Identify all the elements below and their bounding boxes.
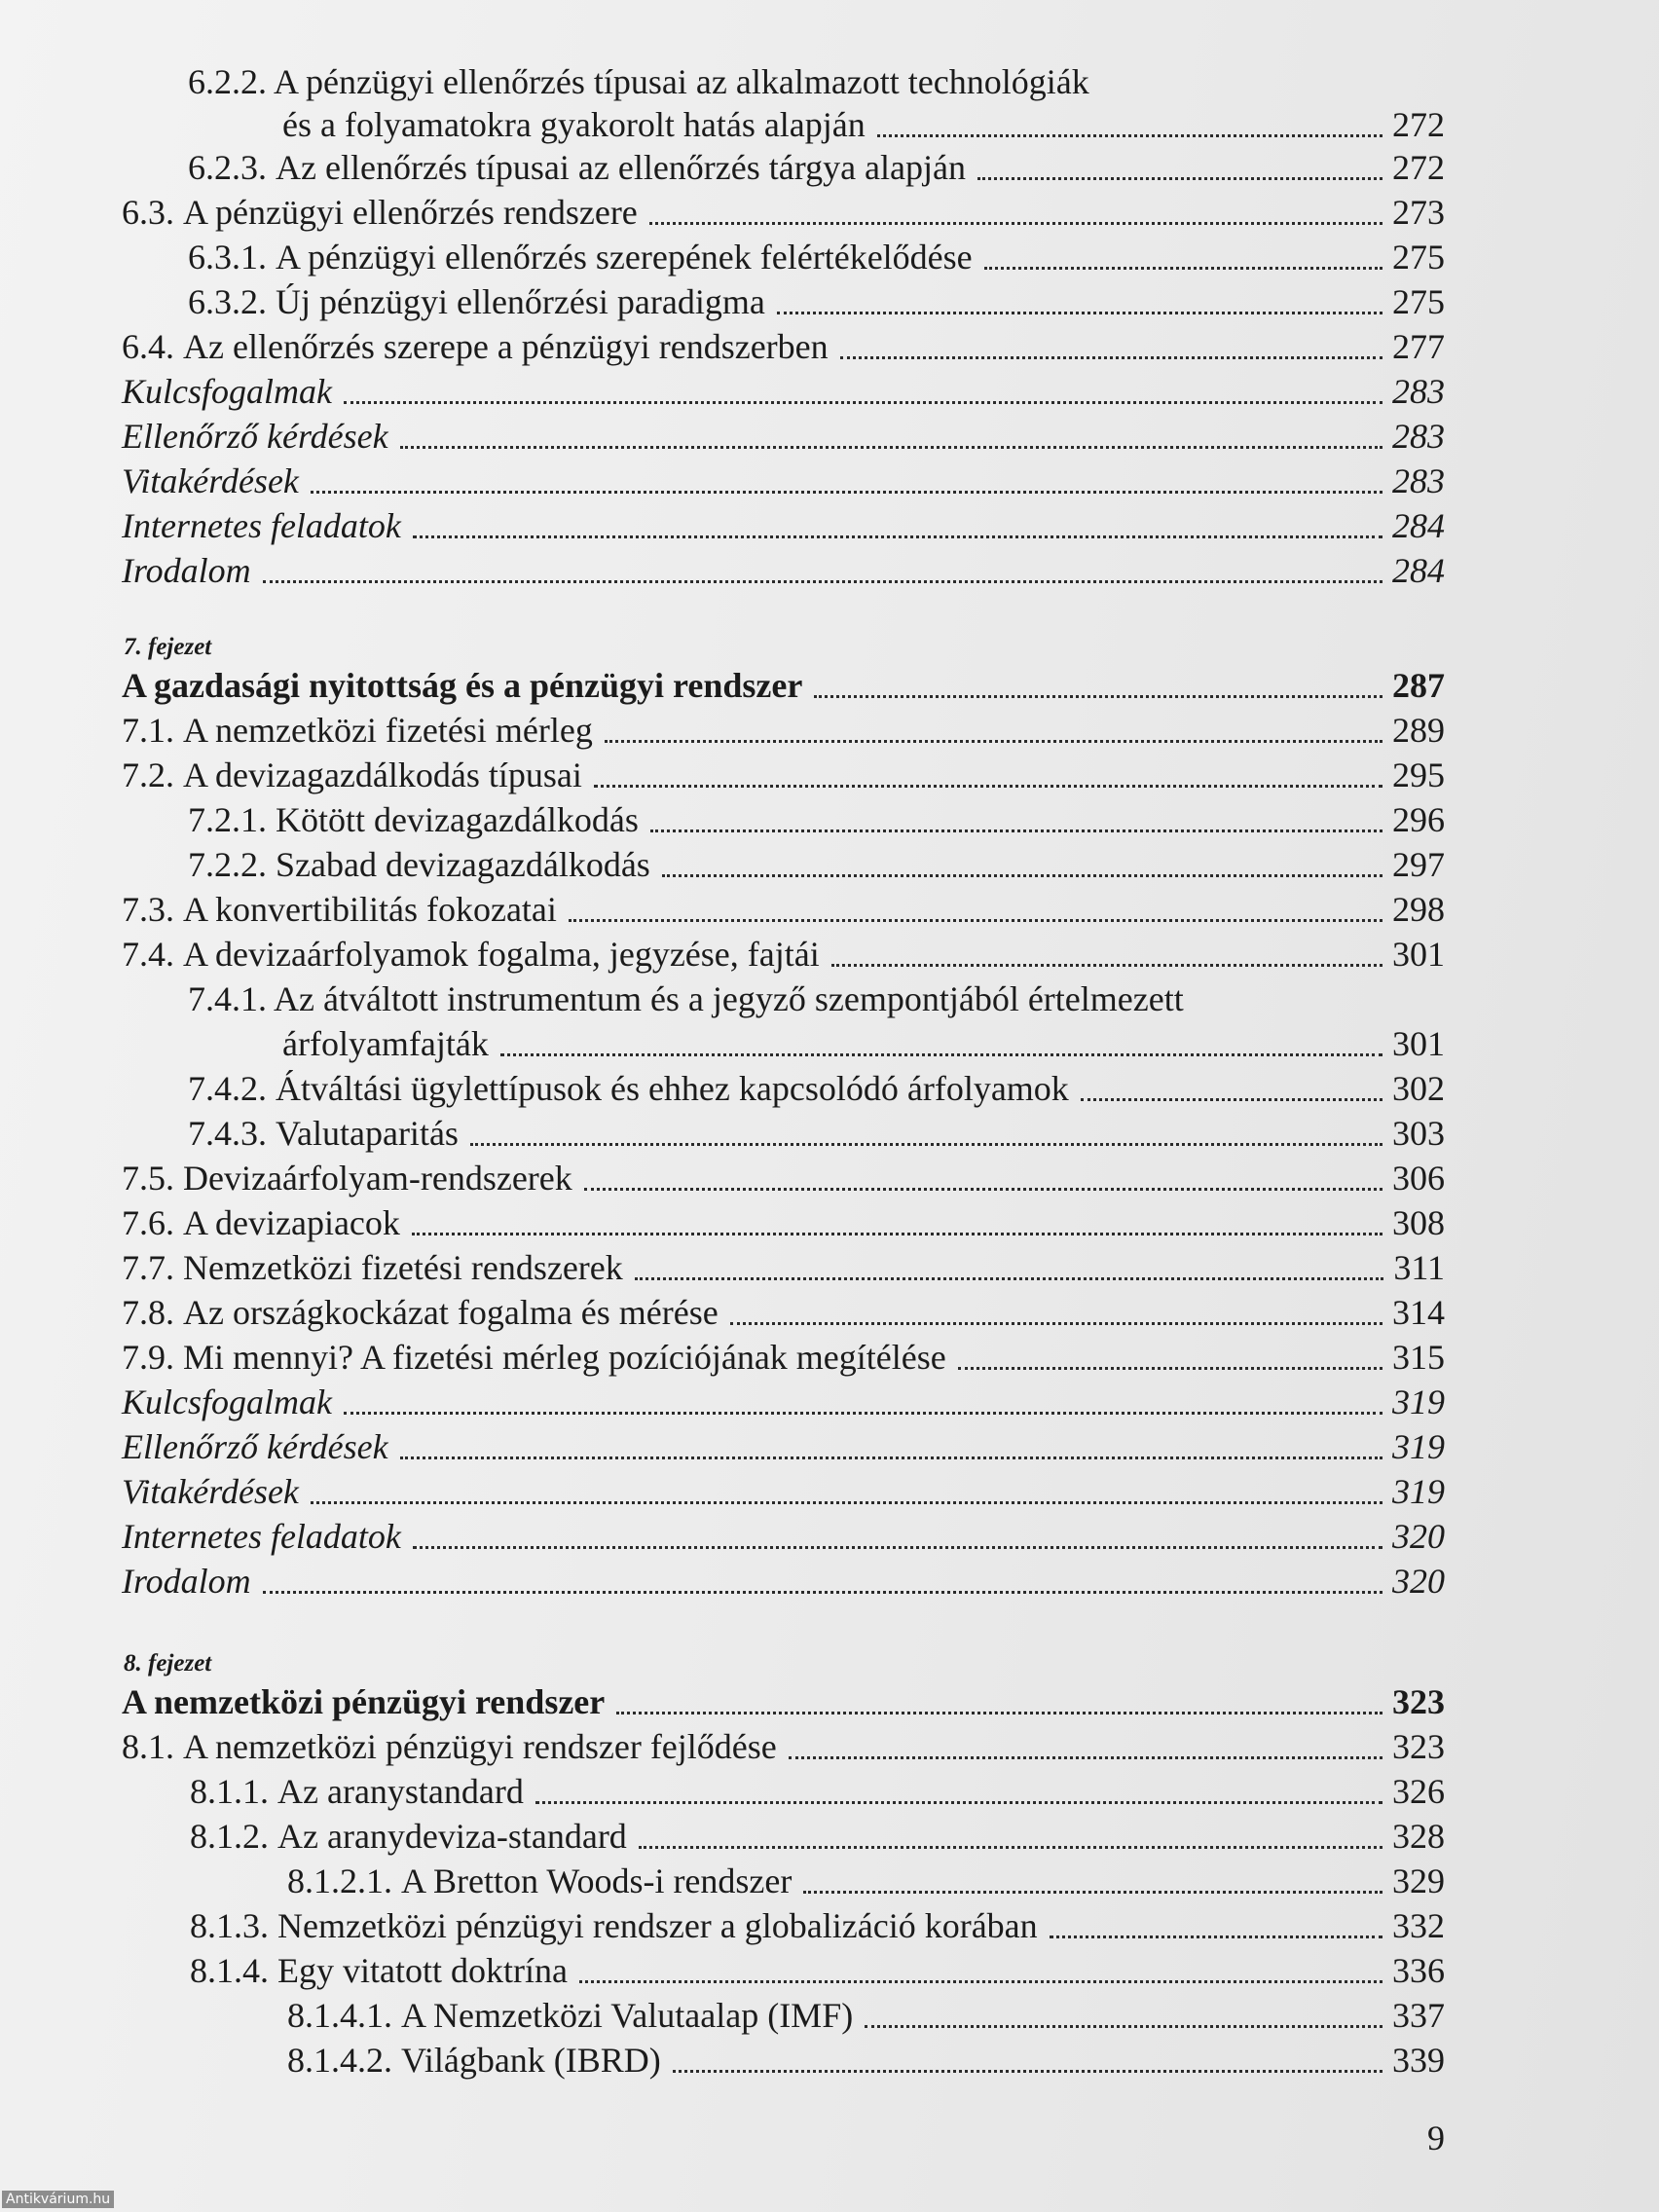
toc-entry-7-9 (122, 1336, 1445, 1379)
toc-entry-page: 339 (1392, 2041, 1445, 2080)
dot-leader (311, 1501, 1382, 1504)
toc-entry-page: 297 (1392, 845, 1445, 884)
toc-entry-number: 7.2.2. (188, 845, 267, 884)
dot-leader (535, 1801, 1382, 1804)
dot-leader (344, 401, 1382, 404)
toc-entry-page: 323 (1392, 1682, 1445, 1721)
dot-leader (814, 695, 1382, 698)
dot-leader (413, 1546, 1382, 1549)
toc-entry-8-1-1 (190, 1770, 1445, 1813)
toc-entry-title: Vitakérdések (122, 461, 299, 500)
toc-entry-page: 306 (1392, 1159, 1445, 1198)
toc-entry-page: 295 (1392, 756, 1445, 794)
toc-entry-page: 275 (1392, 282, 1445, 321)
dot-leader (635, 1277, 1384, 1280)
toc-entry-number: 6.3. (122, 193, 174, 232)
dot-leader (569, 919, 1382, 922)
toc-entry-ellenorzo-kerdesek (122, 415, 1445, 458)
toc-entry-number: 7.8. (122, 1293, 174, 1332)
toc-entry-page: 275 (1392, 238, 1445, 276)
toc-entry-page: 272 (1392, 105, 1445, 144)
toc-entry-title: Új pénzügyi ellenőrzési paradigma (276, 282, 765, 321)
toc-entry-8-1-3 (190, 1904, 1445, 1947)
toc-entry-6-3-1 (188, 236, 1445, 278)
toc-entry-number: 7.9. (122, 1338, 174, 1377)
toc-entry-number: 7.2.1. (188, 800, 267, 839)
toc-entry-page: 329 (1392, 1862, 1445, 1900)
toc-entry-number: 8.1. (122, 1727, 174, 1766)
toc-entry-title: Világbank (IBRD) (401, 2041, 661, 2080)
toc-entry-6-2-2 (188, 60, 1089, 103)
toc-entry-title: A devizapiacok (183, 1203, 400, 1242)
toc-entry-page: 319 (1392, 1427, 1445, 1466)
toc-entry-title-cont: árfolyamfajták (282, 1024, 489, 1063)
toc-entry-irodalom (122, 1560, 1445, 1603)
toc-entry-page: 323 (1392, 1727, 1445, 1766)
toc-entry-page: 287 (1392, 666, 1445, 705)
toc-entry-title: A nemzetközi fizetési mérleg (183, 711, 593, 750)
toc-entry-page: 296 (1392, 800, 1445, 839)
toc-entry-title: Devizaárfolyam-rendszerek (183, 1159, 572, 1198)
toc-entry-title: Az ellenőrzés típusai az ellenőrzés tárgya alapján (276, 148, 966, 187)
dot-leader (730, 1322, 1382, 1325)
toc-entry-number: 7.2. (122, 756, 174, 794)
toc-entry-title: Internetes feladatok (122, 506, 401, 545)
toc-entry-title: Vitakérdések (122, 1472, 299, 1511)
toc-entry-page: 284 (1392, 506, 1445, 545)
toc-entry-number: 8.1.3. (190, 1906, 269, 1945)
toc-chapter-8-title (122, 1680, 1445, 1723)
dot-leader (958, 1367, 1382, 1370)
dot-leader (311, 491, 1382, 494)
toc-entry-number: 8.1.2.1. (287, 1862, 392, 1900)
toc-entry-title: Irodalom (122, 551, 251, 590)
toc-entry-page: 303 (1392, 1114, 1445, 1153)
toc-entry-page: 332 (1392, 1906, 1445, 1945)
toc-entry-page: 273 (1392, 193, 1445, 232)
dot-leader (1081, 1098, 1382, 1101)
toc-entry-page: 328 (1392, 1817, 1445, 1856)
dot-leader (984, 267, 1382, 270)
toc-entry-8-1-4-2 (287, 2039, 1445, 2082)
toc-entry-6-2-2-cont (282, 103, 1445, 146)
toc-entry-page: 302 (1392, 1069, 1445, 1108)
dot-leader (977, 177, 1382, 180)
toc-entry-8-1-2 (190, 1815, 1445, 1858)
toc-entry-vitakerdesek (122, 1470, 1445, 1513)
toc-entry-title: Nemzetközi pénzügyi rendszer a globalizáció korában (277, 1906, 1038, 1945)
toc-entry-7-4 (122, 933, 1445, 976)
toc-entry-8-1-4-1 (287, 1994, 1445, 2037)
toc-entry-8-1-2-1 (287, 1860, 1445, 1902)
toc-entry-6-3 (122, 191, 1445, 234)
toc-entry-7-2 (122, 754, 1445, 796)
dot-leader (877, 134, 1382, 137)
toc-entry-internetes-feladatok (122, 504, 1445, 547)
toc-entry-6-2-3 (188, 146, 1445, 189)
toc-entry-7-4-2 (188, 1067, 1445, 1110)
dot-leader (412, 1233, 1382, 1235)
dot-leader (639, 1846, 1382, 1849)
dot-leader (650, 830, 1382, 832)
toc-entry-title: Irodalom (122, 1562, 251, 1601)
dot-leader (263, 1591, 1382, 1594)
dot-leader (344, 1412, 1382, 1415)
toc-entry-page: 314 (1392, 1293, 1445, 1332)
dot-leader (594, 785, 1382, 788)
watermark: Antikvárium.hu (2, 2191, 114, 2208)
toc-entry-page: 298 (1392, 890, 1445, 929)
dot-leader (777, 312, 1382, 314)
toc-entry-number: 8.1.4.1. (287, 1996, 392, 2035)
dot-leader (579, 1980, 1382, 1983)
toc-entry-page: 336 (1392, 1951, 1445, 1990)
toc-entry-7-4-1-cont (282, 1022, 1445, 1065)
toc-entry-title: Az aranystandard (277, 1772, 524, 1811)
toc-entry-title: A devizagazdálkodás típusai (183, 756, 582, 794)
dot-leader (400, 1456, 1382, 1459)
toc-entry-internetes-feladatok (122, 1515, 1445, 1558)
toc-entry-title: A gazdasági nyitottság és a pénzügyi rendszer (122, 666, 803, 705)
chapter-label-7: 7. fejezet (124, 634, 212, 660)
toc-entry-number: 8.1.4.2. (287, 2041, 392, 2080)
toc-entry-page: 308 (1392, 1203, 1445, 1242)
dot-leader (662, 874, 1382, 877)
toc-entry-page: 319 (1392, 1382, 1445, 1421)
toc-entry-number: 6.4. (122, 327, 174, 366)
toc-entry-title: Nemzetközi fizetési rendszerek (183, 1248, 623, 1287)
toc-entry-title: Az ellenőrzés szerepe a pénzügyi rendszerben (183, 327, 829, 366)
dot-leader (263, 580, 1382, 583)
toc-entry-6-4 (122, 325, 1445, 368)
dot-leader (803, 1891, 1382, 1894)
toc-entry-number: 8.1.2. (190, 1817, 269, 1856)
toc-entry-7-5 (122, 1157, 1445, 1199)
toc-entry-title: Az országkockázat fogalma és mérése (183, 1293, 719, 1332)
toc-entry-title-cont: és a folyamatokra gyakorolt hatás alapján (282, 105, 866, 144)
dot-leader (616, 1712, 1382, 1714)
toc-entry-7-2-2 (188, 843, 1445, 886)
toc-entry-title: Valutaparitás (276, 1114, 459, 1153)
dot-leader (605, 740, 1382, 743)
toc-entry-7-1 (122, 709, 1445, 752)
toc-entry-title: Egy vitatott doktrína (277, 1951, 568, 1990)
toc-entry-kulcsfogalmak (122, 370, 1445, 413)
toc-entry-number: 7.4. (122, 935, 174, 974)
toc-entry-page: 284 (1392, 551, 1445, 590)
dot-leader (584, 1188, 1382, 1191)
toc-entry-number: 7.5. (122, 1159, 174, 1198)
dot-leader (673, 2070, 1382, 2073)
toc-entry-page: 289 (1392, 711, 1445, 750)
toc-entry-7-7 (122, 1246, 1445, 1289)
toc-entry-7-4-3 (188, 1112, 1445, 1155)
toc-entry-page: 283 (1392, 417, 1445, 456)
toc-entry-page: 320 (1392, 1562, 1445, 1601)
toc-entry-page: 301 (1392, 1024, 1445, 1063)
toc-entry-number: 6.3.1. (188, 238, 267, 276)
dot-leader (500, 1053, 1382, 1056)
toc-entry-7-2-1 (188, 798, 1445, 841)
toc-entry-title: A nemzetközi pénzügyi rendszer (122, 1682, 606, 1721)
dot-leader (840, 356, 1382, 359)
toc-chapter-7-title (122, 664, 1445, 707)
toc-entry-title: Ellenőrző kérdések (122, 417, 388, 456)
toc-entry-page: 283 (1392, 372, 1445, 411)
dot-leader (470, 1143, 1382, 1146)
toc-entry-page: 277 (1392, 327, 1445, 366)
toc-entry-page: 320 (1392, 1517, 1445, 1556)
toc-entry-number: 7.3. (122, 890, 174, 929)
toc-entry-page: 315 (1392, 1338, 1445, 1377)
toc-entry-kulcsfogalmak (122, 1381, 1445, 1423)
toc-entry-page: 272 (1392, 148, 1445, 187)
dot-leader (865, 2025, 1382, 2028)
page-number: 9 (1427, 2119, 1445, 2157)
toc-entry-title: A pénzügyi ellenőrzés rendszere (183, 193, 638, 232)
toc-entry-number: 7.7. (122, 1248, 174, 1287)
toc-entry-title: A pénzügyi ellenőrzés típusai az alkalmazott technológiák (274, 62, 1089, 101)
toc-entry-number: 8.1.1. (190, 1772, 269, 1811)
toc-entry-7-8 (122, 1291, 1445, 1334)
toc-entry-page: 319 (1392, 1472, 1445, 1511)
chapter-label-8: 8. fejezet (124, 1650, 212, 1677)
toc-entry-number: 6.2.3. (188, 148, 267, 187)
toc-entry-title: Mi mennyi? A fizetési mérleg pozíciójának megítélése (183, 1338, 946, 1377)
dot-leader (649, 222, 1382, 225)
toc-entry-8-1 (122, 1725, 1445, 1768)
toc-entry-title: A konvertibilitás fokozatai (183, 890, 557, 929)
dot-leader (1050, 1936, 1382, 1938)
toc-entry-title: Internetes feladatok (122, 1517, 401, 1556)
toc-entry-title: A pénzügyi ellenőrzés szerepének felértékelődése (276, 238, 973, 276)
toc-entry-irodalom (122, 549, 1445, 592)
toc-entry-number: 6.3.2. (188, 282, 267, 321)
toc-entry-title: Kulcsfogalmak (122, 1382, 332, 1421)
toc-entry-number: 7.4.2. (188, 1069, 267, 1108)
dot-leader (831, 964, 1382, 967)
toc-entry-title: Kulcsfogalmak (122, 372, 332, 411)
toc-entry-page: 311 (1393, 1248, 1445, 1287)
toc-entry-number: 7.4.3. (188, 1114, 267, 1153)
toc-entry-6-3-2 (188, 280, 1445, 323)
toc-entry-title: A Nemzetközi Valutaalap (IMF) (401, 1996, 854, 2035)
toc-entry-7-4-1 (188, 977, 1184, 1020)
toc-entry-title: Kötött devizagazdálkodás (276, 800, 639, 839)
toc-entry-title: Az átváltott instrumentum és a jegyző szempontjából értelmezett (274, 979, 1184, 1018)
toc-entry-title: Szabad devizagazdálkodás (276, 845, 650, 884)
toc-entry-vitakerdesek (122, 460, 1445, 502)
toc-entry-page: 326 (1392, 1772, 1445, 1811)
toc-entry-title: A devizaárfolyamok fogalma, jegyzése, fajtái (183, 935, 820, 974)
toc-entry-page: 301 (1392, 935, 1445, 974)
dot-leader (400, 446, 1382, 449)
toc-entry-title: Átváltási ügylettípusok és ehhez kapcsolódó árfolyamok (276, 1069, 1069, 1108)
toc-entry-number: 7.6. (122, 1203, 174, 1242)
toc-entry-ellenorzo-kerdesek (122, 1425, 1445, 1468)
toc-entry-number: 8.1.4. (190, 1951, 269, 1990)
toc-entry-number: 7.4.1. (188, 979, 267, 1018)
dot-leader (413, 535, 1382, 538)
toc-entry-title: Az aranydeviza-standard (277, 1817, 627, 1856)
toc-entry-title: A Bretton Woods-i rendszer (401, 1862, 793, 1900)
toc-entry-number: 7.1. (122, 711, 174, 750)
toc-entry-8-1-4 (190, 1949, 1445, 1992)
toc-entry-title: A nemzetközi pénzügyi rendszer fejlődése (183, 1727, 777, 1766)
toc-entry-page: 283 (1392, 461, 1445, 500)
dot-leader (789, 1756, 1382, 1759)
toc-entry-page: 337 (1392, 1996, 1445, 2035)
toc-entry-number: 6.2.2. (188, 62, 267, 101)
toc-entry-7-6 (122, 1201, 1445, 1244)
toc-entry-7-3 (122, 888, 1445, 931)
toc-entry-title: Ellenőrző kérdések (122, 1427, 388, 1466)
